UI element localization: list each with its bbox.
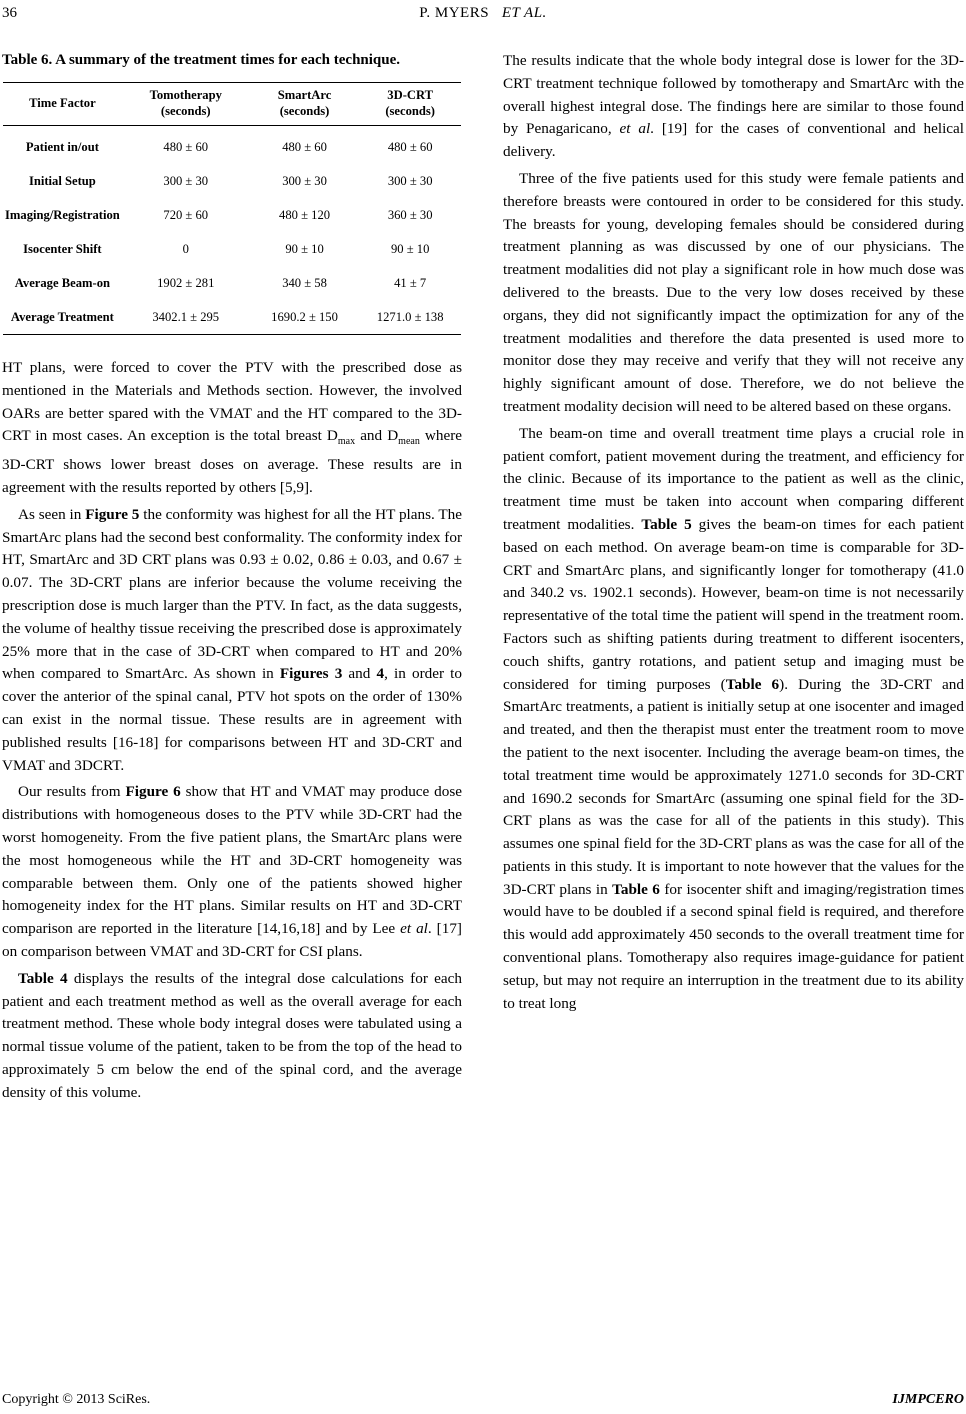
text-run: show that HT and VMAT may produce dose distributions with homogeneous doses to the PTV while 3D-CRT had the worst homogeneity. From the five patient plans, the SmartArc plans were the most homogeneous while the HT and 3D-CRT homogeneity was comparable between them. Only one of the patients showed higher homogeneity index for the HT plans. Similar results on HT and 3D-CRT comparison are reported in the literature [14,16,18] and by Lee — [2, 783, 462, 938]
paragraph — [2, 968, 462, 1105]
table-cell: 480 ± 60 — [282, 139, 327, 154]
table-cell: 480 ± 60 — [387, 139, 433, 154]
table-cell: 1902 ± 281 — [157, 275, 215, 290]
text-run: where 3D-CRT shows lower breast doses on average. These results are in agreement with the results reported by others [5,9]. — [2, 427, 462, 497]
row-label: Initial Setup — [28, 173, 96, 188]
page-number: 36 — [2, 5, 17, 21]
col-header-3dcrt: 3D-CRT (seconds) — [385, 88, 436, 118]
table-cell: 340 ± 58 — [282, 275, 327, 290]
col-header-tomotherapy: Tomotherapy (seconds) — [149, 88, 222, 118]
subscript: max — [337, 436, 356, 448]
table-cell: 360 ± 30 — [387, 207, 433, 222]
table-row — [3, 266, 461, 300]
table-cell: 300 ± 30 — [387, 173, 433, 188]
table-cell: 720 ± 60 — [163, 207, 209, 222]
text-run: Our results from — [18, 783, 126, 801]
table-cell: 1690.2 ± 150 — [271, 309, 338, 324]
table-ref: Table 5 — [641, 515, 692, 533]
text-run: for isocenter shift and imaging/registration times would have to be doubled if a second spinal field is required, and therefore this would add approximately 450 seconds to the overall treatment time for conventional plans. Tomotherapy also requires image-guidance for patient setup, but may not require an interruption in the treatment due to its ability to treat long — [503, 880, 964, 1012]
table-6 — [3, 82, 461, 335]
table-cell: 3402.1 ± 295 — [152, 309, 220, 324]
table-row — [3, 232, 461, 266]
row-label: Imaging/Registration — [5, 207, 120, 222]
table-ref: Table 4 — [18, 969, 68, 987]
table-row — [3, 164, 461, 198]
paragraph — [503, 423, 964, 1016]
running-title-authors: P. MYERS — [419, 5, 490, 21]
table-cell: 1271.0 ± 138 — [376, 309, 444, 324]
table-cell: 480 ± 120 — [279, 207, 331, 222]
table-cell: 300 ± 30 — [282, 173, 327, 188]
text-run: . [19] for the cases of conventional and helical delivery. — [503, 120, 964, 161]
italic-text: et al — [400, 920, 428, 938]
right-column — [503, 50, 964, 1019]
journal-name: IJMPCERO — [892, 1392, 964, 1407]
text-run: . [17] on comparison between VMAT and 3D-CRT for CSI plans. — [2, 920, 462, 960]
table-cell: 0 — [182, 241, 189, 256]
paragraph — [2, 781, 462, 963]
table-6-caption: Table 6. A summary of the treatment times for each technique. — [2, 52, 401, 68]
text-run: the conformity was highest for all the HT plans. The SmartArc plans had the second best conformality. The conformity index for HT, SmartArc and 3D CRT plans was 0.93 ± 0.02, 0.86 ± 0.03, and 0.67 ± 0.07. The 3D-CRT plans are inferior because the volume receiving the prescription dose is much larger than the PTV. In fact, as the data suggests, the volume of healthy tissue receiving the prescribed dose is approximately 25% more that in the case of 3D-CRT when compared to HT and 20% when compared to SmartArc. As shown in — [2, 505, 462, 683]
table-cell: 480 ± 60 — [163, 139, 209, 154]
italic-text: et al — [619, 120, 651, 138]
figure-ref: Figures 3 — [279, 665, 343, 683]
paragraph — [503, 50, 964, 164]
table-cell: 41 ± 7 — [394, 275, 427, 290]
running-title-etal: ET AL. — [501, 5, 547, 21]
text-run: The beam-on time and overall treatment time plays a crucial role in patient comfort, patient movement during the treatment, and efficiency for the clinic. Because of its importance to the patient as well as the clinic, treatment time must be taken into account when comparing different treatment modalities. — [503, 424, 964, 533]
figure-ref: Figure 6 — [125, 783, 181, 801]
text-run: gives the beam-on times for each patient based on each method. On average beam-on time is comparable for 3D-CRT and SmartArc plans, and significantly longer for tomotherapy (41.0 and 340.2 vs. 1902.1 seconds). However, beam-on time is not necessarily representative of the total time the patient will spend in the treatment room. Factors such as shifting patients during treatment to different isocenters, couch shifts, gantry rotations, and patient setup and imaging must be considered for timing purposes ( — [503, 515, 964, 693]
figure-ref: 4 — [376, 665, 385, 683]
table-cell: 90 ± 10 — [285, 241, 324, 256]
text-run: and D — [355, 427, 399, 445]
table-ref: Table 6 — [612, 880, 660, 898]
col-header-time-factor: Time Factor — [29, 96, 96, 110]
copyright: Copyright © 2013 SciRes. — [2, 1392, 151, 1407]
table-row — [3, 198, 461, 232]
text-run: The results indicate that the whole body integral dose is lower for the 3D-CRT treatment technique followed by tomotherapy and SmartArc with the overall highest integral dose. The findings here are similar to those found by Penagaricano, — [503, 52, 964, 138]
figure-ref: Figure 5 — [85, 505, 140, 523]
text-run: As seen in — [18, 505, 86, 523]
running-title — [0, 5, 966, 22]
row-label: Average Treatment — [10, 309, 114, 324]
page-header — [0, 5, 966, 27]
table-header-row — [3, 83, 461, 126]
table-row — [3, 300, 461, 335]
paragraph — [2, 357, 462, 500]
table-row — [3, 126, 461, 165]
row-label: Isocenter Shift — [23, 241, 102, 256]
col-header-smartarc: SmartArc (seconds) — [277, 88, 332, 118]
text-run: , in order to cover the anterior of the spinal canal, PTV hot spots on the order of 130% can exist in the normal tissue. These results are in agreement with published results [16-18] for comparisons between HT and 3D-CRT and VMAT and 3DCRT. — [2, 665, 462, 774]
table-cell: 90 ± 10 — [390, 241, 430, 256]
subscript: mean — [398, 436, 420, 448]
table-ref: Table 6 — [725, 675, 780, 693]
text-run: displays the results of the integral dose calculations for each patient and each treatment method as well as the overall average for each treatment method. These whole body integral doses were tabulated using a normal tissue volume of the patient, taken to be from the top of the head to approximately 5 cm below the end of the spinal cord, and the average density of this volume. — [2, 969, 462, 1101]
paragraph — [2, 504, 462, 778]
paragraph: Three of the five patients used for this study were female patients and therefore breasts were contoured in order to be considered for this study. The breasts for young, developing females should be considered during treatment planning as was discussed by one of our physicians. The treatment modalities did not play a significant role in how much dose was delivered to the breasts. Due to the very low doses received by these organs, they did not significantly impact the optimization for any of the treatment modalities and therefore the data presented is used more to monitor dose they may receive and verify that they will not receive any highly significant amount of dose. Therefore, we do not believe the treatment modality decision will need to be altered based on these organs. — [503, 169, 964, 415]
row-label: Average Beam-on — [14, 275, 110, 290]
left-column — [2, 50, 462, 1109]
text-run: and — [342, 665, 377, 683]
table-cell: 300 ± 30 — [163, 173, 209, 188]
row-label: Patient in/out — [25, 139, 99, 154]
text-run: HT plans, were forced to cover the PTV with the prescribed dose as mentioned in the Materials and Methods section. However, the involved OARs are better spared with the VMAT and the HT compared to the 3D-CRT in most cases. An exception is the total breast D — [2, 359, 462, 445]
text-run: ). During the 3D-CRT and SmartArc treatments, a patient is initially setup at one isocenter and imaged and treated, and then the therapist must enter the treatment room to move the patient to the next isocenter. Including the average beam-on times, the total treatment time would be approximately 1271.0 seconds for 3D-CRT and 1690.2 seconds for SmartArc (assuming one spinal field for the 3D-CRT plans as was the case for all of the patients in this study). This assumes one spinal field for the 3D-CRT plans as was the case for all of the patients in this study. It is important to note however that the values for the 3D-CRT plans in — [503, 675, 964, 898]
